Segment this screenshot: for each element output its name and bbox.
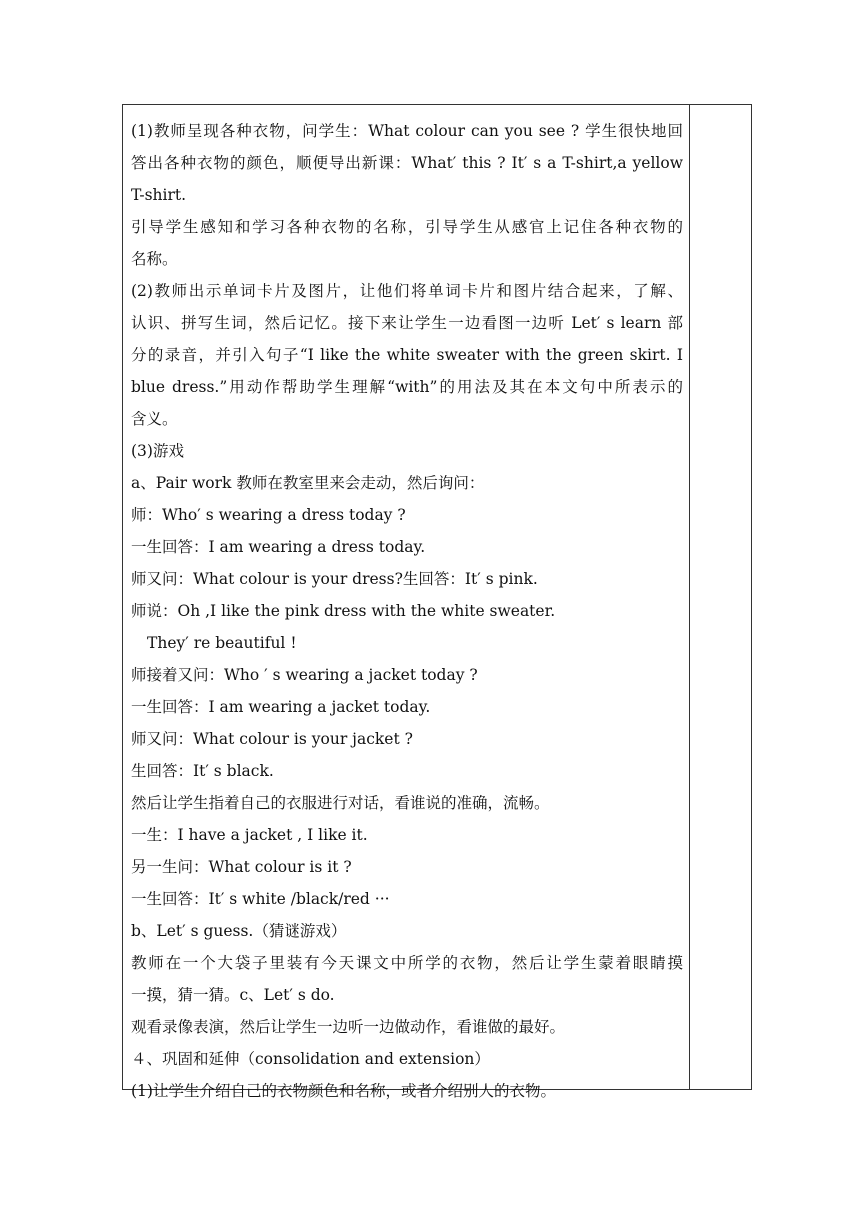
- text-line: 一生回答：I am wearing a dress today.: [131, 538, 426, 556]
- text-line: 师说：Oh ,I like the pink dress with the white sweater.: [131, 602, 556, 620]
- text-line: 教师在一个大袋子里装有今天课文中所学的衣物，然后让学生蒙着眼睛摸: [131, 954, 683, 972]
- text-line: 分的录音，并引入句子“I like the white sweater with the green skirt. I: [131, 346, 683, 364]
- text-line: 观看录像表演，然后让学生一边听一边做动作，看谁做的最好。: [131, 1018, 566, 1036]
- text-line: 认识、拼写生词，然后记忆。接下来让学生一边看图一边听 Let′ s learn 部: [131, 314, 683, 332]
- text-line: 另一生问：What colour is it ?: [131, 858, 352, 876]
- text-line: 生回答：It′ s black.: [131, 762, 274, 780]
- text-line: 师又问：What colour is your dress?生回答：It′ s pink.: [131, 570, 538, 588]
- text-line: 答出各种衣物的颜色，顺便导出新课：What′ this ? It′ s a T-shirt,a yellow: [131, 154, 683, 172]
- text-line: 一摸，猜一猜。c、Let′ s do.: [131, 986, 335, 1004]
- text-line: T-shirt.: [131, 186, 187, 204]
- text-line: 一生：I have a jacket , I like it.: [131, 826, 368, 844]
- text-line: 师接着又问：Who ′ s wearing a jacket today ?: [131, 666, 478, 684]
- text-line: 然后让学生指着自己的衣服进行对话，看谁说的准确，流畅。: [131, 794, 550, 812]
- text-line: 引导学生感知和学习各种衣物的名称，引导学生从感官上记住各种衣物的: [131, 218, 683, 236]
- text-line: a、Pair work 教师在教室里来会走动，然后询问：: [131, 474, 485, 492]
- text-line: ４、巩固和延伸（consolidation and extension）: [131, 1050, 490, 1068]
- text-line: 师又问：What colour is your jacket ?: [131, 730, 413, 748]
- text-line: 含义。: [131, 410, 178, 428]
- text-line: 一生回答：I am wearing a jacket today.: [131, 698, 431, 716]
- text-line: (3)游戏: [131, 442, 184, 460]
- text-line: (1)让学生介绍自己的衣物颜色和名称，或者介绍别人的衣物。: [131, 1082, 556, 1100]
- text-line: blue dress.”用动作帮助学生理解“with”的用法及其在本文句中所表示的: [131, 378, 683, 396]
- text-line: 名称。: [131, 250, 178, 268]
- lesson-table: [122, 104, 752, 1100]
- text-line: 师：Who′ s wearing a dress today ?: [131, 506, 406, 524]
- lesson-procedure-cell: [131, 115, 683, 1107]
- text-line: They′ re beautiful !: [147, 634, 297, 652]
- text-line: 一生回答：It′ s white /black/red ···: [131, 890, 390, 908]
- text-line: b、Let′ s guess.（猜谜游戏）: [131, 922, 347, 940]
- text-line: (1)教师呈现各种衣物，问学生：What colour can you see ? 学生很快地回: [131, 122, 683, 140]
- column-divider: [689, 105, 690, 1089]
- text-line: (2)教师出示单词卡片及图片，让他们将单词卡片和图片结合起来，了解、: [131, 282, 683, 300]
